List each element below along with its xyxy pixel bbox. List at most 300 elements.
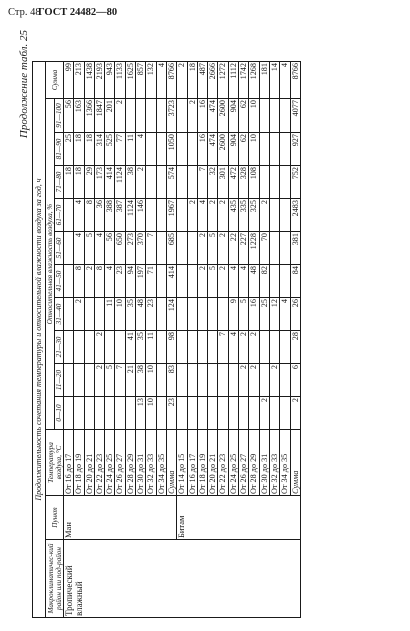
- humidity-bin-header: 91—100: [55, 99, 64, 133]
- hours-cell: 904: [228, 99, 238, 133]
- humidity-bin-header: 31—40: [55, 298, 64, 331]
- hours-cell: 2: [197, 265, 207, 298]
- summary-cell: 4077: [290, 99, 300, 133]
- hours-cell: [84, 298, 94, 331]
- humidity-bin-header: 11—20: [55, 364, 64, 397]
- hours-cell: 25: [64, 133, 74, 166]
- temperature-range: От 16 до 17: [64, 430, 74, 496]
- hours-cell: 1228: [249, 232, 259, 265]
- hours-cell: 2: [218, 232, 228, 265]
- hours-cell: [64, 232, 74, 265]
- hours-cell: [259, 331, 269, 364]
- page-header: [0, 0, 410, 24]
- hours-cell: [177, 199, 187, 232]
- hours-cell: 4: [136, 133, 146, 166]
- temperature-range: От 14 до 15: [177, 430, 187, 496]
- standard-code: ГОСТ 24482—80: [38, 7, 118, 18]
- hours-cell: [177, 331, 187, 364]
- col-header-region: Макроклиматичес-кий район или под-район: [46, 540, 64, 618]
- hours-cell: 904: [228, 133, 238, 166]
- hours-cell: [74, 331, 84, 364]
- hours-cell: 71: [146, 265, 156, 298]
- hours-cell: [156, 265, 166, 298]
- hours-cell: 5: [239, 298, 249, 331]
- temperature-range: От 26 до 27: [115, 430, 125, 496]
- temperature-range: От 18 до 19: [74, 430, 84, 496]
- hours-cell: [105, 331, 115, 364]
- hours-cell: 2600: [218, 99, 228, 133]
- hours-cell: [84, 331, 94, 364]
- hours-cell: 7: [218, 331, 228, 364]
- climate-table: [32, 61, 301, 618]
- row-sum-cell: 2: [177, 62, 187, 99]
- humidity-bin-header: 0—10: [55, 397, 64, 430]
- temperature-range: От 34 до 35: [280, 430, 290, 496]
- hours-cell: 18: [74, 166, 84, 199]
- hours-cell: 8: [74, 265, 84, 298]
- hours-cell: [74, 364, 84, 397]
- hours-cell: [197, 331, 207, 364]
- hours-cell: 301: [218, 166, 228, 199]
- hours-cell: 2: [259, 397, 269, 430]
- hours-cell: [269, 265, 279, 298]
- hours-cell: [156, 166, 166, 199]
- hours-cell: [187, 364, 197, 397]
- col-header-point: Пункт: [46, 496, 64, 540]
- hours-cell: [187, 397, 197, 430]
- row-sum-cell: 4: [156, 62, 166, 99]
- hours-cell: 5: [208, 232, 218, 265]
- hours-cell: [64, 298, 74, 331]
- hours-cell: [208, 397, 218, 430]
- summary-cell: 1050: [166, 133, 176, 166]
- hours-cell: 325: [249, 199, 259, 232]
- hours-cell: [218, 397, 228, 430]
- row-sum-cell: 181: [259, 62, 269, 99]
- hours-cell: 1847: [94, 99, 104, 133]
- hours-cell: [269, 199, 279, 232]
- row-sum-cell: 99: [64, 62, 74, 99]
- summary-cell: 28: [290, 331, 300, 364]
- hours-cell: 77: [115, 133, 125, 166]
- hours-cell: [187, 298, 197, 331]
- hours-cell: [208, 364, 218, 397]
- temperature-range: От 26 до 27: [239, 430, 249, 496]
- hours-cell: 472: [228, 166, 238, 199]
- hours-cell: 23: [115, 265, 125, 298]
- row-sum-cell: 1742: [239, 62, 249, 99]
- summary-cell: 927: [290, 133, 300, 166]
- humidity-bin-header: 41—50: [55, 265, 64, 298]
- hours-cell: 41: [125, 331, 135, 364]
- hours-cell: [187, 331, 197, 364]
- humidity-bin-header: 81—90: [55, 133, 64, 166]
- hours-cell: 4: [74, 199, 84, 232]
- hours-cell: [156, 133, 166, 166]
- hours-cell: [280, 364, 290, 397]
- summary-cell: 23: [166, 397, 176, 430]
- hours-cell: [259, 99, 269, 133]
- hours-cell: 2: [94, 331, 104, 364]
- summary-total: 8766: [290, 62, 300, 99]
- hours-cell: 4: [228, 331, 238, 364]
- hours-cell: 2: [84, 265, 94, 298]
- hours-cell: 32: [208, 166, 218, 199]
- table-row: [177, 62, 187, 618]
- hours-cell: [146, 133, 156, 166]
- temperature-range: От 18 до 19: [197, 430, 207, 496]
- hours-cell: [280, 331, 290, 364]
- hours-cell: 10: [249, 99, 259, 133]
- row-sum-cell: 1268: [249, 62, 259, 99]
- hours-cell: [177, 364, 187, 397]
- hours-cell: 7: [197, 166, 207, 199]
- hours-cell: 173: [94, 166, 104, 199]
- summary-cell: 1967: [166, 199, 176, 232]
- hours-cell: 11: [125, 133, 135, 166]
- hours-cell: [187, 265, 197, 298]
- humidity-bin-header: 21—30: [55, 331, 64, 364]
- hours-cell: [125, 397, 135, 430]
- summary-cell: 381: [290, 232, 300, 265]
- temperature-range: От 22 до 23: [218, 430, 228, 496]
- hours-cell: [146, 199, 156, 232]
- hours-cell: 2: [197, 232, 207, 265]
- hours-cell: [64, 265, 74, 298]
- hours-cell: 335: [239, 199, 249, 232]
- humidity-bin-header: 71—80: [55, 166, 64, 199]
- hours-cell: 16: [197, 133, 207, 166]
- hours-cell: 2: [239, 364, 249, 397]
- hours-cell: 25: [259, 298, 269, 331]
- hours-cell: [177, 166, 187, 199]
- hours-cell: [259, 133, 269, 166]
- hours-cell: [187, 133, 197, 166]
- hours-cell: [187, 232, 197, 265]
- hours-cell: [84, 397, 94, 430]
- summary-cell: 124: [166, 298, 176, 331]
- hours-cell: 10: [146, 397, 156, 430]
- hours-cell: [94, 298, 104, 331]
- hours-cell: [177, 99, 187, 133]
- hours-cell: [156, 232, 166, 265]
- hours-cell: [197, 298, 207, 331]
- hours-cell: 2: [249, 364, 259, 397]
- hours-cell: 197: [136, 265, 146, 298]
- humidity-bin-header: 61—70: [55, 199, 64, 232]
- temperature-range: От 24 до 25: [105, 430, 115, 496]
- table-title: Продолжительность сочетания температуры и относительной влажности воздуха за год, ч: [33, 62, 46, 618]
- row-sum-cell: 1438: [84, 62, 94, 99]
- hours-cell: 4: [197, 199, 207, 232]
- hours-cell: 2: [208, 199, 218, 232]
- hours-cell: 2: [249, 331, 259, 364]
- hours-cell: 16: [249, 298, 259, 331]
- region-name: Тропический влажный: [64, 540, 301, 618]
- hours-cell: 474: [208, 99, 218, 133]
- hours-cell: 5: [105, 364, 115, 397]
- hours-cell: 82: [259, 265, 269, 298]
- hours-cell: [269, 232, 279, 265]
- hours-cell: 2: [136, 166, 146, 199]
- hours-cell: 314: [94, 133, 104, 166]
- table-title-row: [33, 62, 46, 618]
- hours-cell: 2: [187, 199, 197, 232]
- hours-cell: [208, 298, 218, 331]
- hours-cell: 23: [146, 298, 156, 331]
- hours-cell: 2: [259, 199, 269, 232]
- hours-cell: 4: [105, 265, 115, 298]
- hours-cell: [249, 397, 259, 430]
- row-sum-cell: 2193: [94, 62, 104, 99]
- hours-cell: [64, 199, 74, 232]
- hours-cell: 650: [115, 232, 125, 265]
- summary-cell: 83: [166, 364, 176, 397]
- hours-cell: [269, 166, 279, 199]
- hours-cell: [280, 199, 290, 232]
- hours-cell: [218, 298, 228, 331]
- hours-cell: [269, 331, 279, 364]
- hours-cell: 18: [64, 166, 74, 199]
- hours-cell: [115, 331, 125, 364]
- col-header-humidity-group: Относительная влажность воздуха, %: [46, 99, 55, 430]
- hours-cell: [177, 298, 187, 331]
- hours-cell: 4: [280, 298, 290, 331]
- hours-cell: 1124: [115, 166, 125, 199]
- hours-cell: 18: [84, 133, 94, 166]
- hours-cell: 62: [239, 133, 249, 166]
- hours-cell: 4: [74, 232, 84, 265]
- humidity-bin-header: 51—60: [55, 232, 64, 265]
- temperature-range: От 32 до 33: [269, 430, 279, 496]
- hours-cell: [177, 133, 187, 166]
- summary-cell: 2483: [290, 199, 300, 232]
- hours-cell: 4: [239, 265, 249, 298]
- hours-cell: [269, 397, 279, 430]
- hours-cell: [280, 232, 290, 265]
- temperature-range: От 30 до 31: [259, 430, 269, 496]
- hours-cell: [259, 364, 269, 397]
- hours-cell: 2: [115, 99, 125, 133]
- hours-cell: 163: [74, 99, 84, 133]
- hours-cell: [280, 133, 290, 166]
- hours-cell: 2: [94, 364, 104, 397]
- hours-cell: 48: [249, 265, 259, 298]
- row-sum-cell: 857: [136, 62, 146, 99]
- row-sum-cell: 132: [146, 62, 156, 99]
- hours-cell: [228, 397, 238, 430]
- hours-cell: [228, 364, 238, 397]
- col-header-sum: Сумма: [46, 62, 64, 99]
- hours-cell: [280, 99, 290, 133]
- hours-cell: 5: [208, 265, 218, 298]
- hours-cell: [156, 199, 166, 232]
- hours-cell: [187, 166, 197, 199]
- hours-cell: [64, 331, 74, 364]
- hours-cell: [74, 397, 84, 430]
- row-sum-cell: 487: [197, 62, 207, 99]
- hours-cell: 9: [228, 298, 238, 331]
- hours-cell: [208, 331, 218, 364]
- hours-cell: [115, 397, 125, 430]
- hours-cell: 370: [136, 232, 146, 265]
- summary-total: 8766: [166, 62, 176, 99]
- row-sum-cell: 18: [187, 62, 197, 99]
- summary-cell: 685: [166, 232, 176, 265]
- hours-cell: 48: [136, 298, 146, 331]
- row-sum-cell: 213: [74, 62, 84, 99]
- hours-cell: 4: [94, 232, 104, 265]
- hours-cell: 22: [228, 232, 238, 265]
- hours-cell: 56: [64, 99, 74, 133]
- hours-cell: [146, 99, 156, 133]
- point-name: Битам: [177, 496, 301, 540]
- hours-cell: [177, 232, 187, 265]
- row-sum-cell: 1112: [228, 62, 238, 99]
- hours-cell: 525: [105, 133, 115, 166]
- hours-cell: 2: [239, 331, 249, 364]
- summary-cell: 98: [166, 331, 176, 364]
- hours-cell: [280, 265, 290, 298]
- hours-cell: [125, 99, 135, 133]
- hours-cell: [156, 298, 166, 331]
- row-sum-cell: 14: [269, 62, 279, 99]
- hours-cell: 56: [105, 232, 115, 265]
- hours-cell: 18: [74, 133, 84, 166]
- hours-cell: 474: [208, 133, 218, 166]
- hours-cell: 7: [115, 364, 125, 397]
- row-sum-cell: 943: [105, 62, 115, 99]
- hours-cell: 7: [146, 232, 156, 265]
- hours-cell: 273: [125, 232, 135, 265]
- hours-cell: 201: [105, 99, 115, 133]
- row-sum-cell: 2666: [208, 62, 218, 99]
- hours-cell: 35: [125, 298, 135, 331]
- hours-cell: 8: [84, 199, 94, 232]
- header-row: [46, 62, 55, 618]
- summary-cell: 6: [290, 364, 300, 397]
- hours-cell: [197, 397, 207, 430]
- hours-cell: [64, 364, 74, 397]
- hours-cell: 4: [228, 265, 238, 298]
- hours-cell: [259, 166, 269, 199]
- col-header-temperature: Температура воздуха, °С: [46, 430, 64, 496]
- temperature-range: От 22 до 23: [94, 430, 104, 496]
- hours-cell: [156, 364, 166, 397]
- hours-cell: 2: [269, 364, 279, 397]
- hours-cell: 21: [125, 364, 135, 397]
- hours-cell: [197, 364, 207, 397]
- hours-cell: 11: [105, 298, 115, 331]
- summary-cell: 84: [290, 265, 300, 298]
- hours-cell: 10: [115, 298, 125, 331]
- temperature-range: От 16 до 17: [187, 430, 197, 496]
- hours-cell: 70: [259, 232, 269, 265]
- hours-cell: [177, 265, 187, 298]
- hours-cell: 2: [187, 99, 197, 133]
- point-name: Ман: [64, 496, 177, 540]
- hours-cell: 38: [136, 364, 146, 397]
- row-sum-cell: 1272: [218, 62, 228, 99]
- hours-cell: [239, 397, 249, 430]
- hours-cell: [136, 99, 146, 133]
- hours-cell: 36: [94, 199, 104, 232]
- hours-cell: 16: [197, 99, 207, 133]
- hours-cell: 11: [146, 331, 156, 364]
- hours-cell: 1124: [125, 199, 135, 232]
- hours-cell: 29: [84, 166, 94, 199]
- hours-cell: 2: [218, 199, 228, 232]
- row-sum-cell: 4: [280, 62, 290, 99]
- hours-cell: 62: [239, 99, 249, 133]
- hours-cell: 12: [269, 298, 279, 331]
- hours-cell: 387: [115, 199, 125, 232]
- hours-cell: 108: [249, 166, 259, 199]
- row-sum-cell: 1133: [115, 62, 125, 99]
- hours-cell: [156, 397, 166, 430]
- temperature-range: От 24 до 25: [228, 430, 238, 496]
- hours-cell: [94, 397, 104, 430]
- summary-label: Сумма: [290, 430, 300, 496]
- hours-cell: [177, 397, 187, 430]
- summary-cell: 574: [166, 166, 176, 199]
- summary-cell: 26: [290, 298, 300, 331]
- hours-cell: [218, 364, 228, 397]
- hours-cell: 328: [239, 166, 249, 199]
- hours-cell: 1366: [84, 99, 94, 133]
- hours-cell: 10: [249, 133, 259, 166]
- hours-cell: 435: [228, 199, 238, 232]
- hours-cell: 388: [105, 199, 115, 232]
- hours-cell: [84, 364, 94, 397]
- summary-cell: 2: [290, 397, 300, 430]
- hours-cell: [156, 99, 166, 133]
- hours-cell: 10: [146, 364, 156, 397]
- temperature-range: От 32 до 33: [146, 430, 156, 496]
- hours-cell: [156, 331, 166, 364]
- hours-cell: [280, 166, 290, 199]
- hours-cell: 94: [125, 265, 135, 298]
- summary-label: Сумма: [166, 430, 176, 496]
- summary-cell: 752: [290, 166, 300, 199]
- hours-cell: 2: [74, 298, 84, 331]
- hours-cell: 2600: [218, 133, 228, 166]
- table-row: [64, 62, 74, 618]
- hours-cell: 8: [94, 265, 104, 298]
- hours-cell: 38: [125, 166, 135, 199]
- hours-cell: 146: [136, 199, 146, 232]
- hours-cell: 5: [84, 232, 94, 265]
- hours-cell: [269, 99, 279, 133]
- temperature-range: От 28 до 29: [125, 430, 135, 496]
- hours-cell: [105, 397, 115, 430]
- temperature-range: От 30 до 31: [136, 430, 146, 496]
- continuation-caption: Продолжение табл. 25: [18, 30, 30, 139]
- hours-cell: [64, 397, 74, 430]
- hours-cell: [269, 133, 279, 166]
- temperature-range: От 20 до 21: [208, 430, 218, 496]
- summary-cell: 3723: [166, 99, 176, 133]
- row-sum-cell: 1625: [125, 62, 135, 99]
- page-number: Стр. 48: [8, 7, 41, 18]
- hours-cell: 2: [218, 265, 228, 298]
- hours-cell: [146, 166, 156, 199]
- hours-cell: 227: [239, 232, 249, 265]
- hours-cell: 414: [105, 166, 115, 199]
- hours-cell: 13: [136, 397, 146, 430]
- hours-cell: 35: [136, 331, 146, 364]
- temperature-range: От 20 до 21: [84, 430, 94, 496]
